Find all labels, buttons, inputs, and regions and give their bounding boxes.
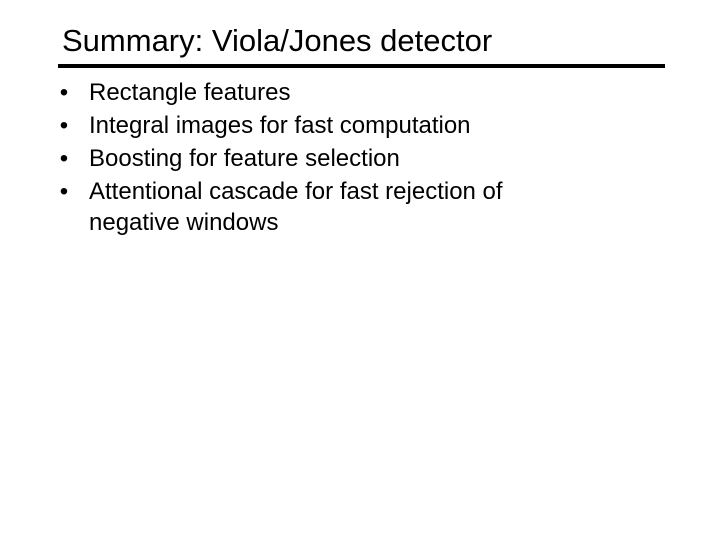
bullet-text: Boosting for feature selection <box>89 145 400 172</box>
slide-title: Summary: Viola/Jones detector <box>62 23 493 58</box>
title-underline <box>58 64 665 68</box>
bullet-text: Rectangle features <box>89 79 291 106</box>
bullet-icon: • <box>59 79 69 106</box>
bullet-icon: • <box>59 178 69 205</box>
bullet-item <box>58 110 658 141</box>
bullet-list <box>58 77 658 240</box>
bullet-text: Attentional cascade for fast rejection of negative windows <box>89 178 503 236</box>
bullet-item <box>58 77 658 108</box>
bullet-icon: • <box>59 112 69 139</box>
bullet-text: Integral images for fast computation <box>89 112 471 139</box>
bullet-item <box>58 176 658 238</box>
bullet-icon: • <box>59 145 69 172</box>
bullet-item <box>58 143 658 174</box>
